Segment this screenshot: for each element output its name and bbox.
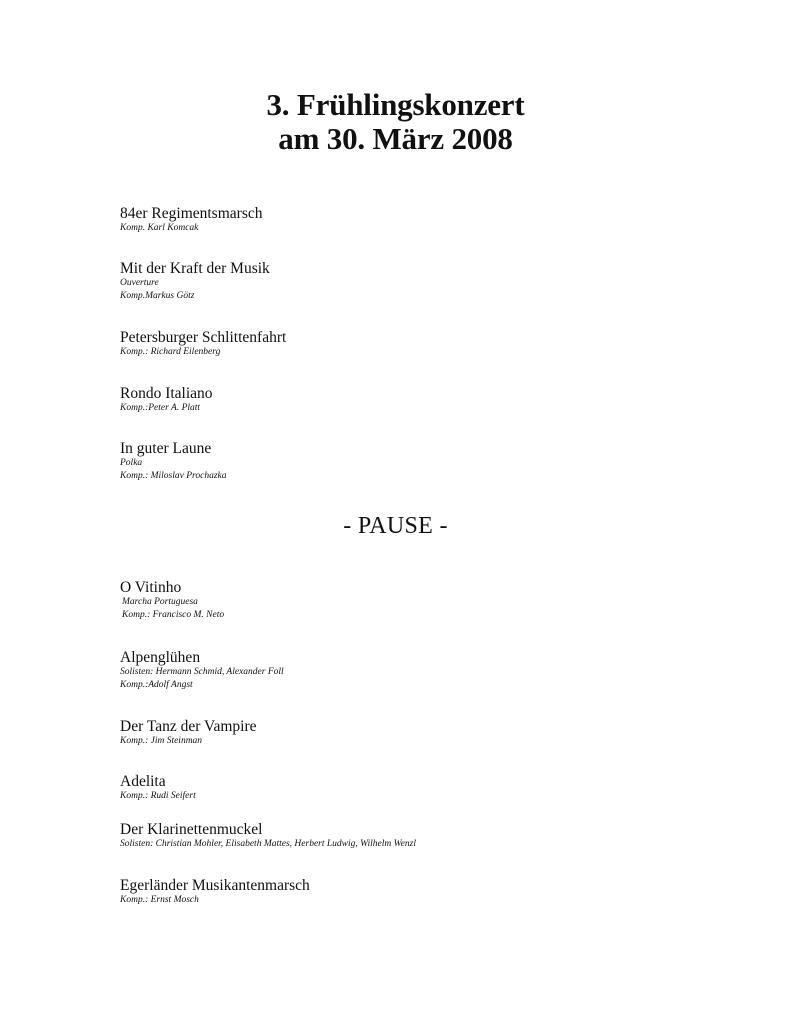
piece-composer: Komp.: Miloslav Prochazka bbox=[120, 471, 227, 481]
program-item bbox=[120, 261, 740, 303]
program-item bbox=[120, 719, 740, 748]
piece-composer: Komp.: Jim Steinman bbox=[120, 736, 203, 746]
piece-title: Alpenglühen bbox=[120, 649, 201, 666]
program-item bbox=[120, 330, 740, 359]
program-item bbox=[120, 774, 740, 803]
piece-genre: Marcha Portuguesa bbox=[122, 597, 198, 607]
piece-genre: Polka bbox=[120, 458, 143, 468]
piece-genre: Ouverture bbox=[120, 278, 159, 288]
piece-title: Der Tanz der Vampire bbox=[120, 718, 257, 735]
piece-composer: Komp.:Peter A. Platt bbox=[120, 403, 201, 413]
piece-title: 84er Regimentsmarsch bbox=[120, 205, 263, 222]
piece-title: Der Klarinettenmuckel bbox=[120, 821, 263, 838]
program-item bbox=[120, 822, 740, 851]
piece-soloists: Solisten: Christian Mohler, Elisabeth Mattes, Herbert Ludwig, Wilhelm Wenzl bbox=[120, 839, 416, 849]
piece-composer: Komp.: Ernst Mosch bbox=[120, 895, 199, 905]
piece-composer: Komp. Karl Komcak bbox=[120, 223, 199, 233]
piece-composer: Komp.Markus Götz bbox=[120, 291, 195, 301]
pause-heading: - PAUSE - bbox=[343, 513, 448, 539]
program-item bbox=[120, 580, 740, 622]
piece-title: O Vitinho bbox=[120, 579, 182, 596]
program-item bbox=[120, 441, 740, 483]
concert-date: am 30. März 2008 bbox=[278, 121, 513, 156]
piece-composer: Komp.:Adolf Angst bbox=[120, 680, 193, 690]
piece-title: In guter Laune bbox=[120, 440, 212, 457]
piece-soloists: Solisten: Hermann Schmid, Alexander Foll bbox=[120, 667, 284, 677]
piece-title: Egerländer Musikantenmarsch bbox=[120, 877, 310, 894]
program-item bbox=[120, 650, 740, 692]
piece-composer: Komp.: Francisco M. Neto bbox=[122, 610, 225, 620]
program-item bbox=[120, 878, 740, 907]
piece-title: Rondo Italiano bbox=[120, 385, 213, 402]
piece-title: Adelita bbox=[120, 773, 166, 790]
piece-title: Petersburger Schlittenfahrt bbox=[120, 329, 287, 346]
piece-composer: Komp.: Richard Eilenberg bbox=[120, 347, 221, 357]
piece-title: Mit der Kraft der Musik bbox=[120, 260, 270, 277]
concert-title: 3. Frühlingskonzert bbox=[266, 87, 525, 122]
program-item bbox=[120, 206, 740, 235]
program-item bbox=[120, 386, 740, 415]
piece-composer: Komp.: Rudi Seifert bbox=[120, 791, 196, 801]
